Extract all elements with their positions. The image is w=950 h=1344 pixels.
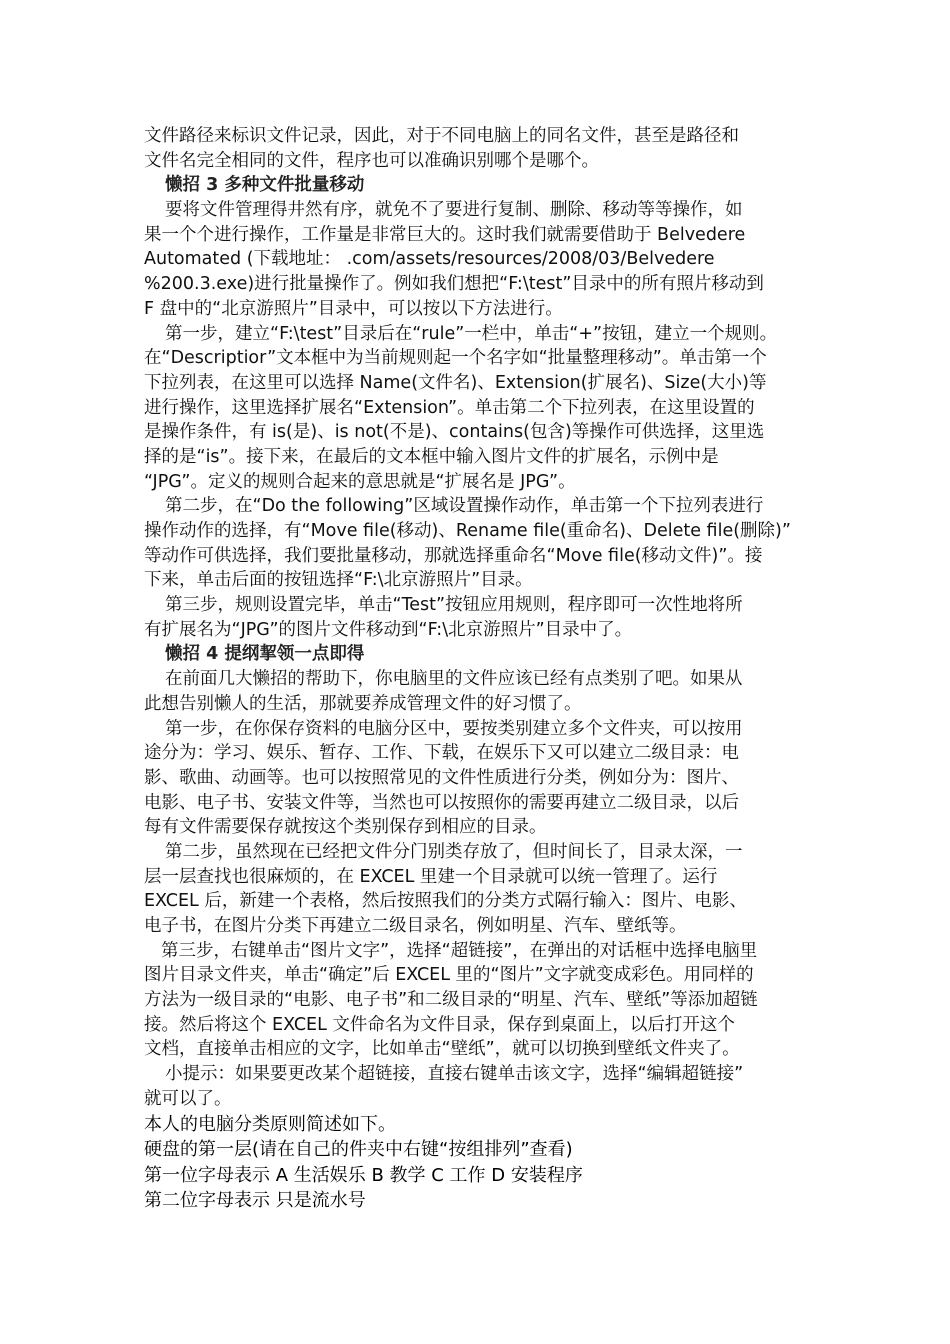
body-line: “JPG”。定义的规则合起来的意思就是“扩展名是 JPG”。 bbox=[144, 471, 576, 492]
body-line: 果一个个进行操作，工作量是非常巨大的。这时我们就需要借助于 Belvedere bbox=[144, 224, 746, 245]
section-heading: 懒招 4 提纲挈领一点即得 bbox=[165, 644, 365, 665]
body-line: 途分为：学习、娱乐、暂存、工作、下载，在娱乐下又可以建立二级目录：电 bbox=[144, 743, 739, 764]
body-line: %200.3.exe)进行批量操作了。例如我们想把“F:\test”目录中的所有照片移动到 bbox=[144, 274, 764, 295]
body-line: 文件路径来标识文件记录，因此，对于不同电脑上的同名文件，甚至是路径和 bbox=[144, 126, 739, 146]
document-page bbox=[144, 124, 809, 1214]
summary-line: 第二位字母表示 只是流水号 bbox=[144, 1190, 366, 1212]
body-line: 是操作条件，有 is(是)、is not(不是)、contains(包含)等操作可供选择，这里选 bbox=[144, 422, 765, 443]
body-line: 第二步，在“Do the following”区域设置操作动作，单击第一个下拉列表进行 bbox=[165, 496, 764, 517]
body-line: 下拉列表，在这里可以选择 Name(文件名)、Extension(扩展名)、Size(大小)等 bbox=[144, 372, 767, 393]
body-line: 在前面几大懒招的帮助下，你电脑里的文件应该已经有点类别了吧。如果从 bbox=[165, 669, 743, 690]
section-heading: 懒招 3 多种文件批量移动 bbox=[165, 175, 365, 196]
body-line: 择的是“is”。接下来，在最后的文本框中输入图片文件的扩展名，示例中是 bbox=[144, 446, 719, 467]
body-line: 操作动作的选择，有“Move file(移动)、Rename file(重命名)、Delete file(删除)” bbox=[144, 521, 791, 541]
body-line: 接。然后将这个 EXCEL 文件命名为文件目录，保存到桌面上，以后打开这个 bbox=[144, 1014, 735, 1035]
body-line: Automated (下载地址： .com/assets/resources/2008/03/Belvedere bbox=[144, 249, 715, 270]
body-line: 等动作可供选择，我们要批量移动，那就选择重命名“Move file(移动文件)”。接 bbox=[144, 545, 763, 566]
body-line: 文件名完全相同的文件，程序也可以准确识别哪个是哪个。 bbox=[144, 150, 599, 171]
body-line: 第一步，建立“F:\test”目录后在“rule”一栏中，单击“+”按钮，建立一个规则。 bbox=[165, 323, 778, 344]
body-line: 影、歌曲、动画等。也可以按照常见的文件性质进行分类，例如分为：图片、 bbox=[144, 767, 739, 788]
body-line: 要将文件管理得井然有序，就免不了要进行复制、删除、移动等等操作，如 bbox=[165, 200, 743, 221]
body-line: 第一步，在你保存资料的电脑分区中，要按类别建立多个文件夹，可以按用 bbox=[165, 718, 743, 739]
body-line: 文档，直接单击相应的文字，比如单击“壁纸”，就可以切换到壁纸文件夹了。 bbox=[144, 1039, 740, 1060]
body-line: 层一层查找也很麻烦的，在 EXCEL 里建一个目录就可以统一管理了。运行 bbox=[144, 866, 718, 887]
body-line: 方法为一级目录的“电影、电子书”和二级目录的“明星、汽车、壁纸”等添加超链 bbox=[144, 990, 758, 1011]
summary-line: 硬盘的第一层(请在自己的件夹中右键“按组排列”查看) bbox=[144, 1139, 573, 1161]
body-line: 下来，单击后面的按钮选择“F:\北京游照片”目录。 bbox=[144, 570, 533, 591]
body-line: 此想告别懒人的生活，那就要养成管理文件的好习惯了。 bbox=[144, 693, 582, 714]
body-line: 第二步，虽然现在已经把文件分门别类存放了，但时间长了，目录太深，一 bbox=[165, 841, 743, 862]
body-line: 每有文件需要保存就按这个类别保存到相应的目录。 bbox=[144, 817, 547, 838]
body-line: 在“Descriptior”文本框中为当前规则起一个名字如“批量整理移动”。单击第一个 bbox=[144, 348, 767, 369]
body-line: 第三步，右键单击“图片文字”，选择“超链接”，在弹出的对话框中选择电脑里 bbox=[161, 940, 758, 961]
body-line: 电子书，在图片分类下再建立二级目录名，例如明星、汽车、壁纸等。 bbox=[144, 916, 687, 936]
body-line: 图片目录文件夹，单击“确定”后 EXCEL 里的“图片”文字就变成彩色。用同样的 bbox=[144, 965, 754, 986]
tip-line: 就可以了。 bbox=[144, 1088, 232, 1109]
body-line: 电影、电子书、安装文件等，当然也可以按照你的需要再建立二级目录，以后 bbox=[144, 792, 739, 813]
body-line: F 盘中的“北京游照片”目录中，可以按以下方法进行。 bbox=[144, 298, 563, 319]
summary-line: 第一位字母表示 A 生活娱乐 B 教学 C 工作 D 安装程序 bbox=[144, 1164, 583, 1186]
body-line: 进行操作，这里选择扩展名“Extension”。单击第二个下拉列表，在这里设置的 bbox=[144, 397, 755, 418]
body-line: 第三步，规则设置完毕，单击“Test”按钮应用规则，程序即可一次性地将所 bbox=[165, 595, 743, 616]
tip-line: 小提示：如果要更改某个超链接，直接右键单击该文字，选择“编辑超链接” bbox=[165, 1064, 744, 1085]
summary-line: 本人的电脑分类原则简述如下。 bbox=[144, 1113, 396, 1135]
body-line: 有扩展名为“JPG”的图片文件移动到“F:\北京游照片”目录中了。 bbox=[144, 619, 633, 640]
body-line: EXCEL 后，新建一个表格，然后按照我们的分类方式隔行输入：图片、电影、 bbox=[144, 891, 747, 912]
